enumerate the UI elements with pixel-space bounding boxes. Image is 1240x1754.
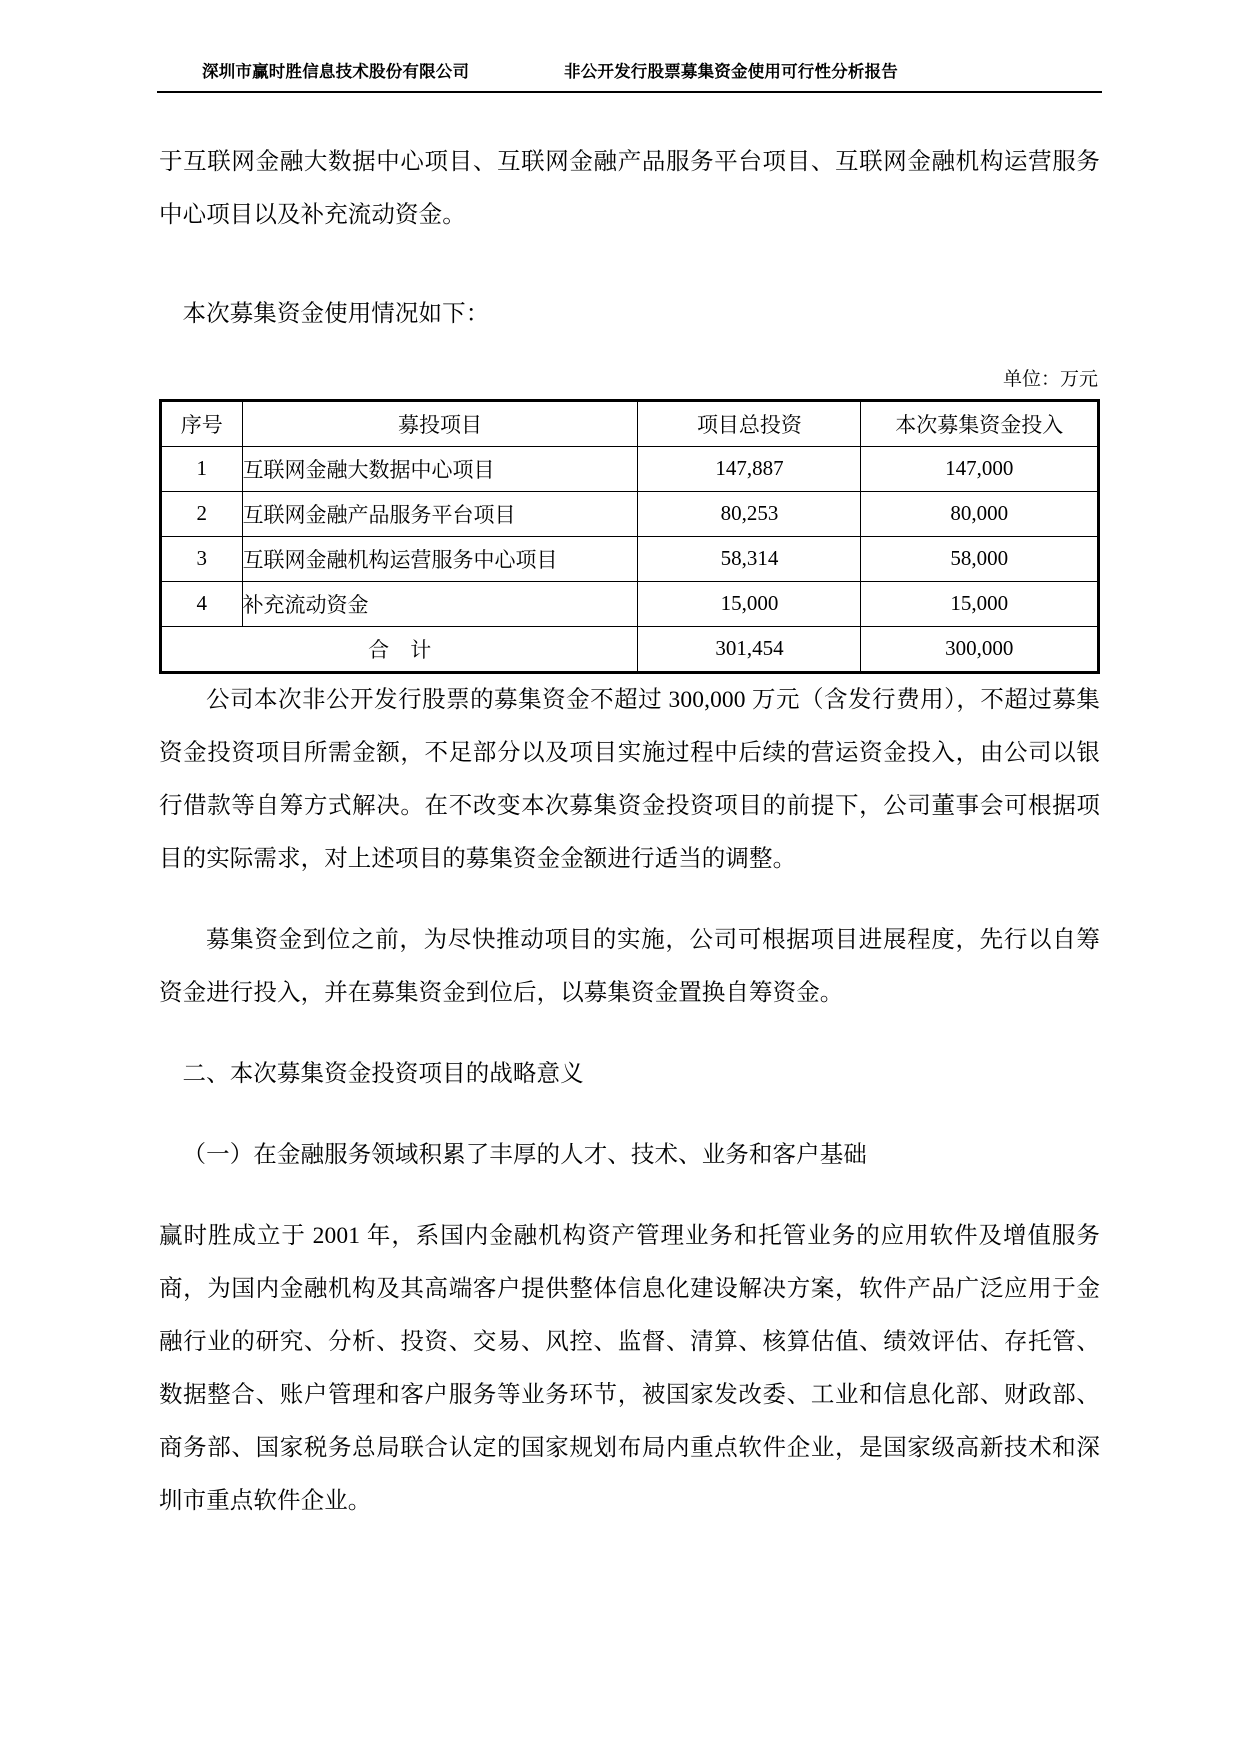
cell-project: 互联网金融大数据中心项目 (242, 446, 638, 491)
table-row (161, 491, 1099, 536)
cell-total-investment-sum: 301,454 (638, 626, 861, 672)
cell-project: 互联网金融产品服务平台项目 (242, 491, 638, 536)
paragraph-after-table: 公司本次非公开发行股票的募集资金不超过 300,000 万元（含发行费用），不超过募集资金投资项目所需金额，不足部分以及项目实施过程中后续的营运资金投入，由公司以银行借款等自筹方式解决。在不改变本次募集资金投资项目的前提下，公司董事会可根据项目的实际需求，对上述项目的募集资金金额进行适当的调整。 (159, 686, 1100, 872)
column-header-total-investment: 项目总投资 (638, 400, 861, 446)
cell-project: 互联网金融机构运营服务中心项目 (242, 536, 638, 581)
paragraph-self-funded-replacement: 募集资金到位之前，为尽快推动项目的实施，公司可根据项目进展程度，先行以自筹资金进行投入，并在募集资金到位后，以募集资金置换自筹资金。 (159, 926, 1100, 1006)
cell-total-investment: 80,253 (638, 491, 861, 536)
header-company-name: 深圳市赢时胜信息技术股份有限公司 (202, 62, 470, 81)
cell-no: 1 (161, 446, 243, 491)
cell-project: 补充流动资金 (242, 581, 638, 626)
spacer (159, 341, 1100, 369)
cell-no: 3 (161, 536, 243, 581)
cell-no: 2 (161, 491, 243, 536)
cell-raised-investment-sum: 300,000 (861, 626, 1099, 672)
table-row (161, 446, 1099, 491)
spacer (159, 1101, 1100, 1129)
cell-raised-investment: 147,000 (861, 446, 1099, 491)
table-total-row (161, 626, 1099, 672)
fund-usage-table (159, 399, 1100, 674)
column-header-raised-investment: 本次募集资金投入 (861, 400, 1099, 446)
page-header (158, 62, 1100, 114)
cell-raised-investment: 80,000 (861, 491, 1099, 536)
cell-total-investment: 147,887 (638, 446, 861, 491)
table-row (161, 536, 1099, 581)
cell-total-label: 合 计 (161, 626, 638, 672)
paragraph-lead-in: 本次募集资金使用情况如下： (182, 301, 490, 327)
heading-section-two: 二、本次募集资金投资项目的战略意义 (182, 1060, 584, 1087)
paragraph-continuation: 于互联网金融大数据中心项目、互联网金融产品服务平台项目、互联网金融机构运营服务中心项目以及补充流动资金。 (159, 149, 1100, 228)
header-document-title: 非公开发行股票募集资金使用可行性分析报告 (564, 62, 898, 81)
document-body (158, 114, 1100, 1528)
header-row (158, 62, 1100, 82)
column-header-no: 序号 (161, 400, 243, 446)
table-row (161, 581, 1099, 626)
spacer (159, 242, 1100, 288)
cell-total-investment: 58,314 (638, 536, 861, 581)
cell-raised-investment: 58,000 (861, 536, 1099, 581)
cell-raised-investment: 15,000 (861, 581, 1099, 626)
cell-total-investment: 15,000 (638, 581, 861, 626)
spacer (159, 886, 1100, 914)
column-header-project: 募投项目 (242, 400, 638, 446)
spacer (159, 1182, 1100, 1210)
cell-no: 4 (161, 581, 243, 626)
header-divider-rule (157, 91, 1102, 93)
spacer (159, 1020, 1100, 1048)
table-unit-label: 单位：万元 (1002, 369, 1098, 390)
heading-subsection-one: （一）在金融服务领域积累了丰厚的人才、技术、业务和客户基础 (182, 1141, 867, 1168)
paragraph-company-profile: 赢时胜成立于 2001 年，系国内金融机构资产管理业务和托管业务的应用软件及增值服务商，为国内金融机构及其高端客户提供整体信息化建设解决方案，软件产品广泛应用于金融行业的研究、分析、投资、交易、风控、监督、清算、核算估值、绩效评估、存托管、数据整合、账户管理和客户服务等业务环节，被国家发改委、工业和信息化部、财政部、商务部、国家税务总局联合认定的国家规划布局内重点软件企业，是国家级高新技术和深圳市重点软件企业。 (159, 1222, 1100, 1514)
table-header-row (161, 400, 1099, 446)
